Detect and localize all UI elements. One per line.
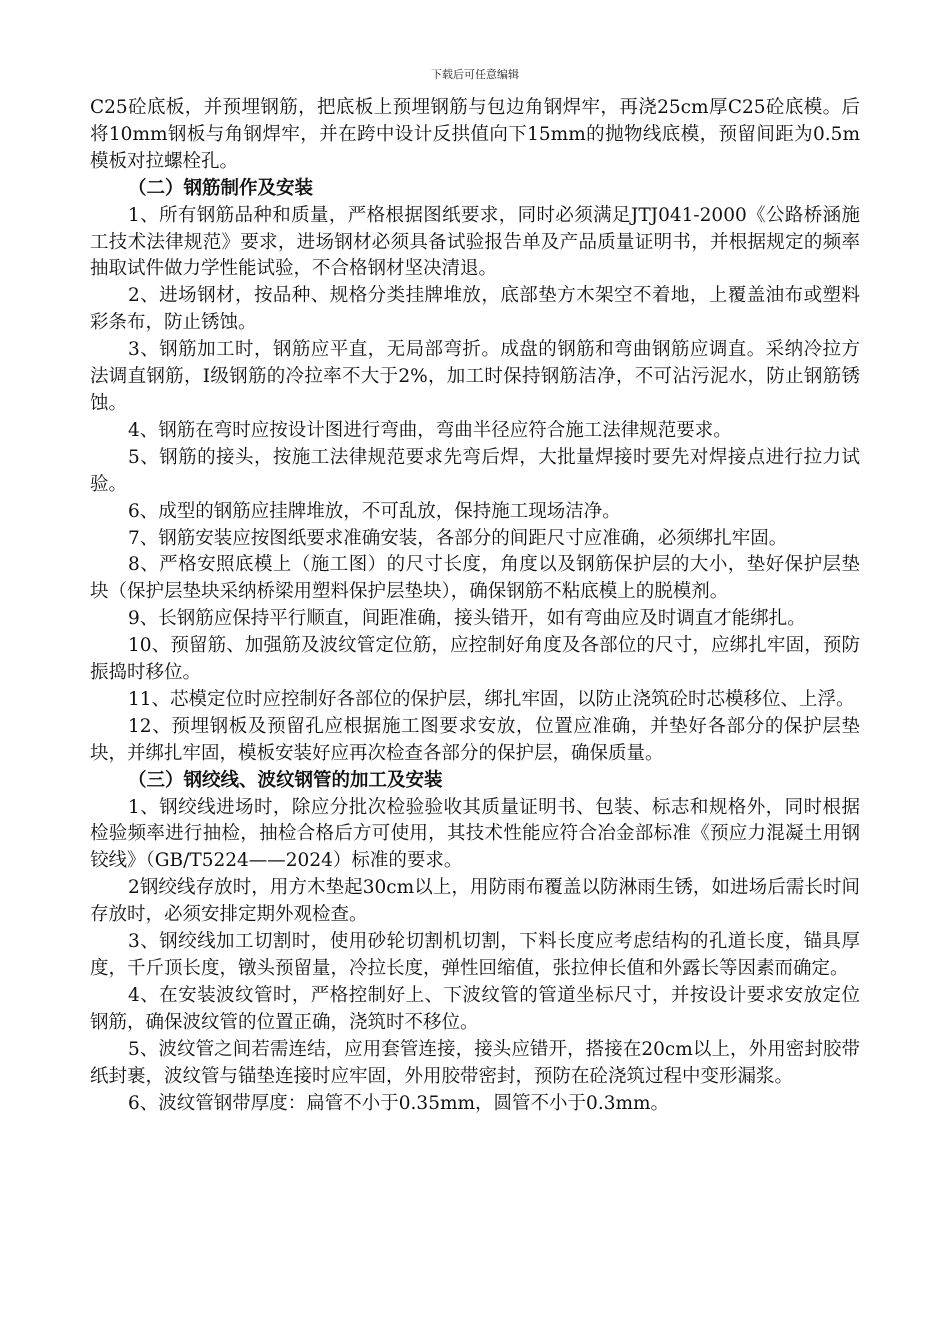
list-item: 2钢绞线存放时，用方木垫起30cm以上，用防雨布覆盖以防淋雨生锈，如进场后需长时间存放时，必须安排定期外观检查。 [90, 877, 860, 926]
list-item: 8、严格安照底模上（施工图）的尺寸长度，角度以及钢筋保护层的大小，垫好保护层垫块（保护层垫块采纳桥梁用塑料保护层垫块），确保钢筋不粘底模上的脱模剂。 [90, 554, 860, 603]
section-heading-strand: （三）钢绞线、波纹钢管的加工及安装 [128, 769, 443, 791]
list-item: 6、波纹管钢带厚度：扁管不小于0.35mm，圆管不小于0.3mm。 [128, 1092, 670, 1114]
list-item: 6、成型的钢筋应挂牌堆放，不可乱放，保持施工现场洁净。 [128, 500, 621, 522]
section-heading-rebar: （二）钢筋制作及安装 [128, 177, 314, 199]
list-item: 4、钢筋在弯时应按设计图进行弯曲，弯曲半径应符合施工法律规范要求。 [128, 419, 732, 441]
list-item: 3、钢筋加工时，钢筋应平直，无局部弯折。成盘的钢筋和弯曲钢筋应调直。采纳冷拉方法调直钢筋，Ⅰ级钢筋的冷拉率不大于2%，加工时保持钢筋洁净，不可沾污泥水，防止钢筋锈蚀。 [90, 339, 860, 414]
list-item: 4、在安装波纹管时，严格控制好上、下波纹管的管道坐标尺寸，并按设计要求安放定位钢筋，确保波纹管的位置正确，浇筑时不移位。 [90, 984, 860, 1033]
list-item: 1、钢绞线进场时，除应分批次检验验收其质量证明书、包装、标志和规格外，同时根据检验频率进行抽检，抽检合格后方可使用，其技术性能应符合冶金部标准《预应力混凝土用钢铰线》（GB/T5224——2024）标准的要求。 [90, 796, 860, 872]
list-item: 1、所有钢筋品种和质量，严格根据图纸要求，同时必须满足JTJ041-2000《公路桥涵施工技术法律规范》要求，进场钢材必须具备试验报告单及产品质量证明书，并根据规定的频率抽取试件做力学性能试验，不合格钢材坚决清退。 [90, 204, 860, 280]
list-item: 5、钢筋的接头，按施工法律规范要求先弯后焊，大批量焊接时要先对焊接点进行拉力试验。 [90, 446, 860, 495]
paragraph-continuation: C25砼底板，并预埋钢筋，把底板上预埋钢筋与包边角钢焊牢，再浇25cm厚C25砼底模。后将10mm钢板与角钢焊牢，并在跨中设计反拱值向下15mm的抛物线底模，预留间距为0.5m模板对拉螺栓孔。 [90, 97, 860, 172]
page-header: 下载后可任意编辑 [431, 68, 519, 81]
list-item: 7、钢筋安装应按图纸要求准确安装，各部分的间距尺寸应准确，必须绑扎牢固。 [128, 527, 788, 549]
list-item: 12、预埋钢板及预留孔应根据施工图要求安放，位置应准确，并垫好各部分的保护层垫块，并绑扎牢固，模板安装好应再次检查各部分的保护层，确保质量。 [90, 715, 860, 764]
list-item: 9、长钢筋应保持平行顺直，间距准确，接头错开，如有弯曲应及时调直才能绑扎。 [128, 608, 806, 630]
list-item: 3、钢绞线加工切割时，使用砂轮切割机切割，下料长度应考虑结构的孔道长度，锚具厚度，千斤顶长度，镦头预留量，冷拉长度，弹性回缩值，张拉伸长值和外露长等因素而确定。 [90, 931, 860, 979]
list-item: 2、进场钢材，按品种、规格分类挂牌堆放，底部垫方木架空不着地，上覆盖油布或塑料彩条布，防止锈蚀。 [90, 285, 860, 334]
list-item: 11、芯模定位时应控制好各部位的保护层，绑扎牢固，以防止浇筑砼时芯模移位、上浮。 [128, 688, 855, 710]
list-item: 10、预留筋、加强筋及波纹管定位筋，应控制好角度及各部位的尺寸，应绑扎牢固，预防振捣时移位。 [90, 635, 860, 684]
list-item: 5、波纹管之间若需连结，应用套管连接，接头应错开，搭接在20cm以上，外用密封胶带纸封裹，波纹管与锚垫连接时应牢固，外用胶带密封，预防在砼浇筑过程中变形漏浆。 [90, 1038, 860, 1087]
document-body [90, 95, 860, 1117]
